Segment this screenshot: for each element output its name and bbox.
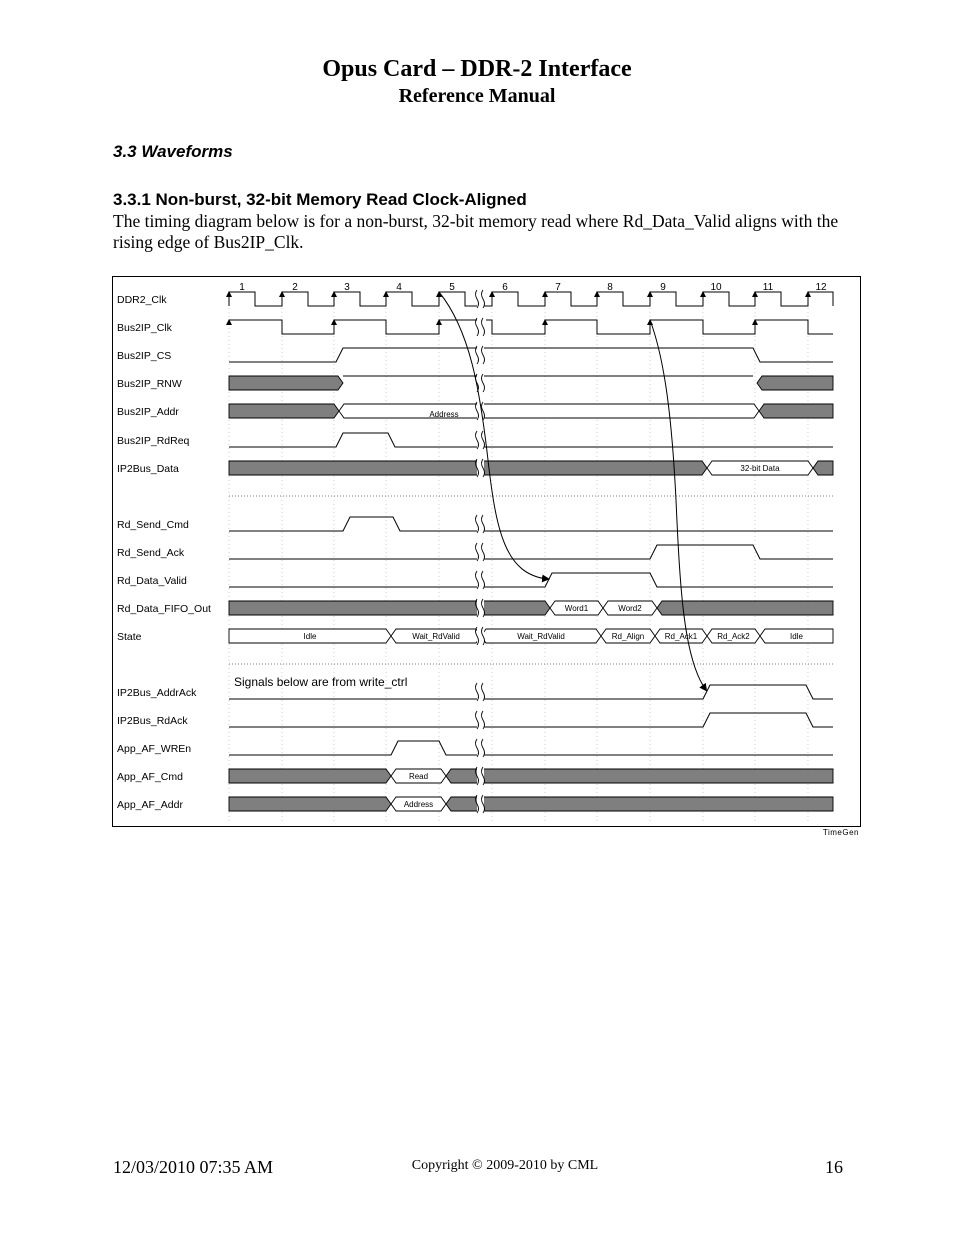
af-addr-valid	[391, 797, 446, 811]
ip2bus-data-valid-label: 32-bit Data	[740, 464, 780, 473]
state-wait1-label: Wait_RdValid	[412, 632, 460, 641]
footer-copyright: Copyright © 2009-2010 by CML	[411, 1158, 599, 1173]
state-idle2	[760, 629, 833, 643]
bus2ip-addr-label: Address	[429, 410, 459, 419]
signal-label: Rd_Send_Ack	[117, 547, 185, 559]
fifo-out-x1	[229, 601, 550, 615]
fifo-out-word1-label: Word1	[564, 604, 589, 613]
bus2ip-addr-x1-shape	[229, 404, 339, 418]
bus2ip-rnw-x1	[229, 376, 343, 390]
af-addr-x2-shape	[446, 797, 833, 811]
signal-label: IP2Bus_AddrAck	[117, 687, 197, 699]
document-subtitle: Reference Manual	[398, 85, 556, 107]
fifo-out-word1	[550, 601, 603, 615]
bus2ip-addr-x2-shape	[759, 404, 833, 418]
fifo-out-word2	[603, 601, 657, 615]
signal-label: Rd_Data_Valid	[117, 575, 187, 587]
ip2bus-data-valid	[707, 461, 813, 475]
cycle-number: 6	[502, 282, 508, 293]
state-rd-ack1-label: Rd_Ack1	[664, 632, 698, 641]
footer-page-number: 16	[825, 1157, 843, 1177]
footer-date: 12/03/2010 07:35 AM	[113, 1157, 274, 1177]
cycle-number: 8	[607, 282, 613, 293]
cycle-number: 1	[239, 282, 245, 293]
cycle-number: 4	[396, 282, 402, 293]
af-addr-valid-label: Address	[403, 800, 434, 809]
state-idle-label: Idle	[303, 632, 317, 641]
ip2bus-data-x2-shape	[813, 461, 833, 475]
cycle-number: 10	[710, 282, 722, 293]
state-wait1	[391, 629, 481, 643]
body-paragraph: The timing diagram below is for a non-burst, 32-bit memory read where Rd_Data_Valid aligns with the rising edge of Bus2IP_Clk.	[113, 211, 839, 252]
state-idle	[229, 629, 391, 643]
diagram-frame	[113, 277, 861, 827]
bus2ip-addr-x1	[229, 404, 339, 418]
bus2ip-rnw-x2	[757, 376, 833, 390]
af-cmd-x1	[229, 769, 391, 783]
signal-label: IP2Bus_RdAck	[117, 715, 188, 727]
signal-label: App_AF_Cmd	[117, 771, 183, 783]
cycle-number: 7	[555, 282, 561, 293]
af-addr-x1-shape	[229, 797, 391, 811]
cycle-number: 9	[660, 282, 666, 293]
ip2bus-data-x1	[229, 461, 707, 475]
fifo-out-word2-label: Word2	[618, 604, 642, 613]
ip2bus-data-x2	[813, 461, 833, 475]
bus2ip-rnw-x2-shape	[757, 376, 833, 390]
signal-label: Bus2IP_Clk	[117, 322, 172, 334]
timing-diagram	[112, 276, 862, 841]
state-idle2-label: Idle	[790, 632, 803, 641]
cycle-number: 2	[292, 282, 298, 293]
signal-label: App_AF_Addr	[117, 799, 183, 811]
bus2ip-addr-x2	[759, 404, 833, 418]
cycle-number: 3	[344, 282, 350, 293]
cycle-number: 11	[762, 282, 774, 293]
af-addr-x2	[446, 797, 833, 811]
state-wait2	[481, 629, 601, 643]
af-cmd-x2	[446, 769, 833, 783]
signal-label: IP2Bus_Data	[117, 463, 179, 475]
af-cmd-read-label: Read	[408, 772, 429, 781]
state-wait2-label: Wait_RdValid	[517, 632, 565, 641]
af-addr-x1	[229, 797, 391, 811]
signal-label: App_AF_WREn	[117, 743, 192, 755]
bus2ip-rnw-x1-shape	[229, 376, 343, 390]
state-rd-align	[601, 629, 655, 643]
timegen-watermark: TimeGen	[822, 828, 859, 837]
af-cmd-read	[391, 769, 446, 783]
state-rd-ack2	[707, 629, 760, 643]
document-title: Opus Card – DDR-2 Interface	[322, 56, 632, 82]
bus2ip-addr-valid-shape	[339, 404, 759, 418]
signal-label: Bus2IP_Addr	[117, 406, 179, 418]
af-cmd-x2-shape	[446, 769, 833, 783]
signal-label: Bus2IP_RNW	[117, 378, 182, 390]
state-rd-ack1	[655, 629, 707, 643]
signal-label: Rd_Send_Cmd	[117, 519, 189, 531]
signal-label: Bus2IP_RdReq	[117, 435, 190, 447]
cycle-number: 12	[815, 282, 827, 293]
bus2ip-addr-valid	[339, 404, 759, 418]
signal-label: Bus2IP_CS	[117, 350, 172, 362]
state-rd-align-label: Rd_Align	[611, 632, 645, 641]
state-rd-ack2-label: Rd_Ack2	[717, 632, 750, 641]
signal-label: DDR2_Clk	[117, 294, 167, 306]
section-heading: 3.3 Waveforms	[113, 142, 233, 161]
ip2bus-data-x1-shape	[229, 461, 707, 475]
signal-label: State	[117, 631, 142, 643]
subsection-heading: 3.3.1 Non-burst, 32-bit Memory Read Clock-Aligned	[113, 190, 527, 209]
signal-label: Rd_Data_FIFO_Out	[117, 603, 211, 615]
af-cmd-x1-shape	[229, 769, 391, 783]
cycle-number: 5	[449, 282, 455, 293]
fifo-out-x1-shape	[229, 601, 550, 615]
write-ctrl-note: Signals below are from write_ctrl	[234, 675, 408, 689]
